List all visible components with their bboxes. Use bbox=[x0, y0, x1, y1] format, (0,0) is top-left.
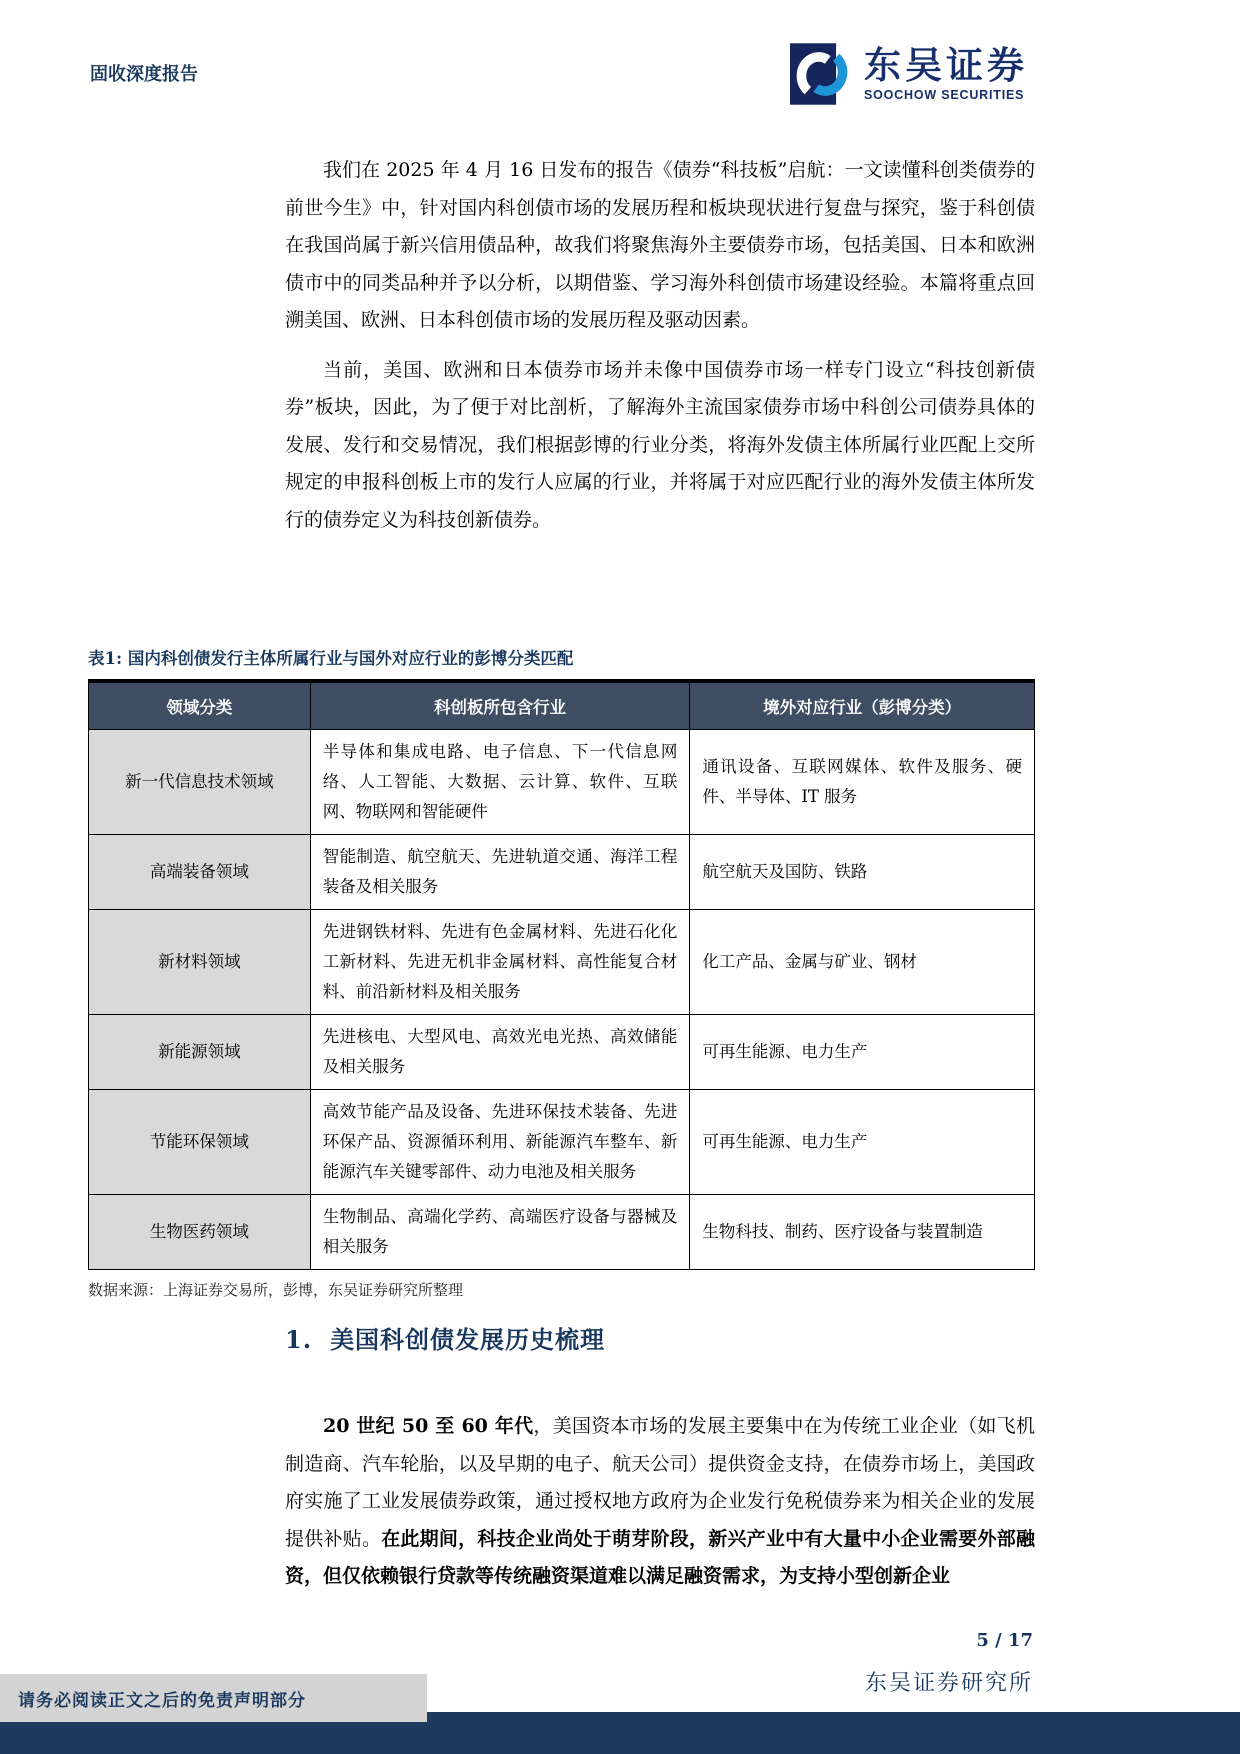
cell-domain: 生物医药领域 bbox=[89, 1194, 311, 1269]
soochow-logo-icon bbox=[790, 42, 854, 106]
table-row bbox=[89, 1014, 1035, 1089]
paragraph-2: 当前，美国、欧洲和日本债券市场并未像中国债券市场一样专门设立“科技创新债券”板块，因此，为了便于对比剖析，了解海外主流国家债券市场中科创公司债券具体的发展、发行和交易情况，我们根据彭博的行业分类，将海外发债主体所属行业匹配上交所规定的申报科创板上市的发行人应属的行业，并将属于对应匹配行业的海外发债主体所发行的债券定义为科技创新债券。 bbox=[285, 358, 1035, 531]
table-1-block bbox=[88, 645, 1035, 1300]
cell-sse-industries: 高效节能产品及设备、先进环保技术装备、先进环保产品、资源循环利用、新能源汽车整车、新能源汽车关键零部件、动力电池及相关服务 bbox=[310, 1089, 690, 1194]
table-row bbox=[89, 729, 1035, 834]
table-row bbox=[89, 834, 1035, 909]
report-type-label: 固收深度报告 bbox=[90, 64, 198, 85]
section-1-paragraphs bbox=[285, 1408, 1035, 1596]
table-row bbox=[89, 1089, 1035, 1194]
section-title: 美国科创债发展历史梳理 bbox=[330, 1325, 606, 1354]
brand-name-en: SOOCHOW SECURITIES bbox=[864, 87, 1025, 102]
cell-sse-industries: 先进钢铁材料、先进有色金属材料、先进石化化工新材料、先进无机非金属材料、高性能复合材料、前沿新材料及相关服务 bbox=[310, 909, 690, 1014]
cell-overseas-industries: 可再生能源、电力生产 bbox=[690, 1089, 1035, 1194]
section-1-heading bbox=[285, 1320, 605, 1355]
industry-match-table bbox=[88, 679, 1035, 1270]
brand-text bbox=[864, 42, 1028, 102]
disclaimer-text: 请务必阅读正文之后的免责声明部分 bbox=[18, 1690, 306, 1711]
cell-sse-industries: 生物制品、高端化学药、高端医疗设备与器械及相关服务 bbox=[310, 1194, 690, 1269]
cell-overseas-industries: 航空航天及国防、铁路 bbox=[690, 834, 1035, 909]
table-1-title: 表1: 国内科创债发行主体所属行业与国外对应行业的彭博分类匹配 bbox=[88, 649, 574, 668]
brand-logo-block bbox=[790, 42, 1028, 106]
intro-paragraphs bbox=[285, 152, 1035, 539]
disclaimer-box bbox=[0, 1674, 427, 1722]
paragraph-3-bold-lead: 20 世纪 50 至 60 年代 bbox=[323, 1415, 534, 1437]
research-institute-label: 东吴证券研究所 bbox=[864, 1671, 1033, 1696]
table-header-row bbox=[89, 681, 1035, 729]
table-source-note: 数据来源：上海证券交易所，彭博，东吴证券研究所整理 bbox=[88, 1280, 464, 1299]
paragraph-3-normal: ，美国资本市场的发展主要集中在为传统工业企业（如飞机制造商、汽车轮胎，以及早期的电子、航天公司）提供资金支持，在债券市场上，美国政府实施了工业发展债券政策，通过授权地方政府为企业发行免税债券来为相关企业的发展提供补贴。 bbox=[285, 1415, 1035, 1550]
table-row bbox=[89, 909, 1035, 1014]
cell-domain: 新一代信息技术领域 bbox=[89, 729, 311, 834]
cell-domain: 高端装备领域 bbox=[89, 834, 311, 909]
cell-overseas-industries: 生物科技、制药、医疗设备与装置制造 bbox=[690, 1194, 1035, 1269]
cell-sse-industries: 先进核电、大型风电、高效光电光热、高效储能及相关服务 bbox=[310, 1014, 690, 1089]
paragraph-3-bold-tail: 在此期间，科技企业尚处于萌芽阶段，新兴产业中有大量中小企业需要外部融资，但仅依赖银行贷款等传统融资渠道难以满足融资需求，为支持小型创新企业 bbox=[285, 1527, 1035, 1587]
section-number: 1. bbox=[285, 1325, 313, 1354]
paragraph-1: 我们在 2025 年 4 月 16 日发布的报告《债券“科技板”启航：一文读懂科创类债券的前世今生》中，针对国内科创债市场的发展历程和板块现状进行复盘与探究，鉴于科创债在我国尚属于新兴信用债品种，故我们将聚焦海外主要债券市场，包括美国、日本和欧洲债市中的同类品种并予以分析，以期借鉴、学习海外科创债市场建设经验。本篇将重点回溯美国、欧洲、日本科创债市场的发展历程及驱动因素。 bbox=[285, 159, 1035, 331]
cell-domain: 新材料领域 bbox=[89, 909, 311, 1014]
brand-name-cn: 东吴证券 bbox=[864, 42, 1028, 87]
cell-overseas-industries: 通讯设备、互联网媒体、软件及服务、硬件、半导体、IT 服务 bbox=[690, 729, 1035, 834]
cell-overseas-industries: 化工产品、金属与矿业、钢材 bbox=[690, 909, 1035, 1014]
paragraph-3 bbox=[285, 1408, 1035, 1596]
col-header-domain: 领域分类 bbox=[89, 681, 311, 729]
cell-overseas-industries: 可再生能源、电力生产 bbox=[690, 1014, 1035, 1089]
col-header-overseas: 境外对应行业（彭博分类） bbox=[690, 681, 1035, 729]
cell-domain: 新能源领域 bbox=[89, 1014, 311, 1089]
cell-sse-industries: 智能制造、航空航天、先进轨道交通、海洋工程装备及相关服务 bbox=[310, 834, 690, 909]
cell-domain: 节能环保领域 bbox=[89, 1089, 311, 1194]
cell-sse-industries: 半导体和集成电路、电子信息、下一代信息网络、人工智能、大数据、云计算、软件、互联网、物联网和智能硬件 bbox=[310, 729, 690, 834]
table-row bbox=[89, 1194, 1035, 1269]
col-header-sse: 科创板所包含行业 bbox=[310, 681, 690, 729]
page-number: 5 / 17 bbox=[976, 1630, 1033, 1651]
